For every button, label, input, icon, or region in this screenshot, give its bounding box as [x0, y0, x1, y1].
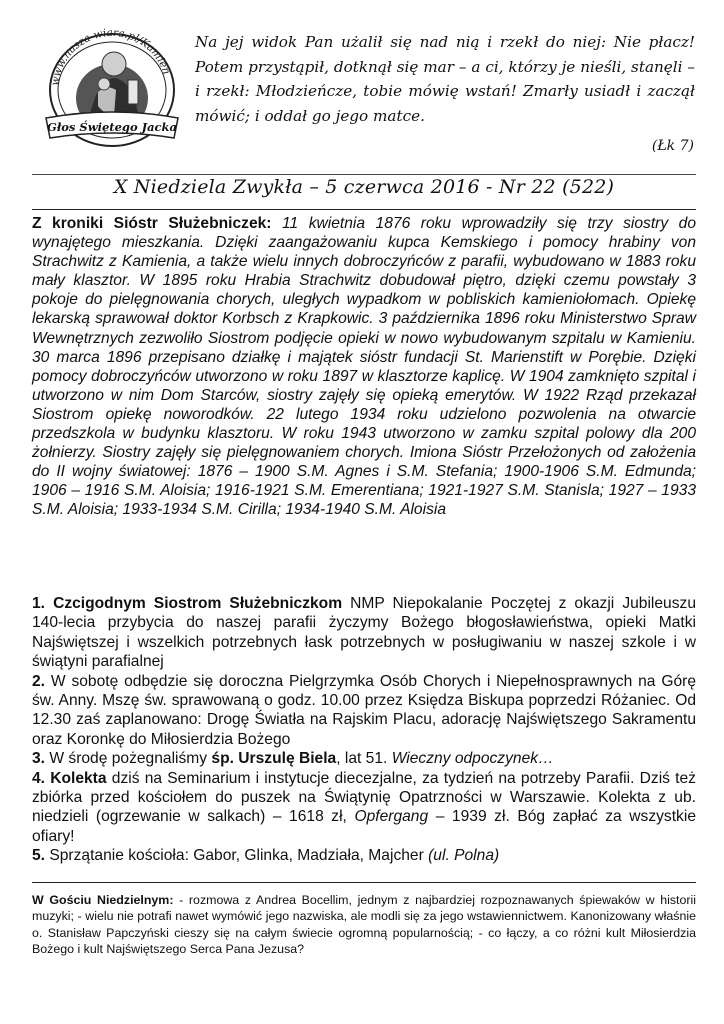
notice-4-bold: Kolekta: [50, 769, 107, 787]
logo-banner-text: Głos Świętego Jacka: [47, 120, 177, 134]
notice-4-italic: Opfergang: [354, 808, 429, 826]
bulletin-page: [32, 14, 696, 957]
notice-number: 5.: [32, 847, 46, 865]
chronicle-section: [32, 214, 696, 520]
notice-number: 1.: [32, 595, 46, 612]
notice-4-text: dziś na Seminarium i instytucje diecezjalne, za tydzień na potrzeby Parafii. Dziś też zbiórka przed kościołem do puszek na Świątynię Opatrzności w Warszawie. Kolekta z ub. niedzieli (ogrzewanie w salkach) – 1618 zł,: [32, 769, 696, 826]
notice-1: [32, 594, 696, 672]
gospel-reference: (Łk 7): [651, 138, 694, 154]
header: [32, 14, 696, 164]
guest-section: [32, 892, 696, 958]
notice-3-italic: Wieczny odpoczynek…: [391, 750, 554, 768]
notice-4: [32, 769, 696, 847]
logo-arc-text: www.nasza-wiara.pl/Kamien: [49, 26, 173, 87]
notice-number: 4.: [32, 769, 46, 787]
parish-logo: [36, 20, 186, 150]
divider: [32, 209, 696, 210]
guest-lead: W Gościu Niedzielnym:: [32, 893, 174, 907]
divider: [32, 882, 696, 883]
notice-2-text: W sobotę odbędzie się doroczna Pielgrzymka Osób Chorych i Niepełnosprawnych na Górę św. Anny. Mszę św. sprawowaną o godz. 10.00 przez Księdza Biskupa poprzedzi Różaniec. Od 12.30 zaś zaplanowano: Drogę Światła na Rajskim Placu, adorację Najświętszego Sakramentu oraz Koronkę do Miłosierdzia Bożego: [32, 672, 696, 748]
notice-3-bold: śp. Urszulę Biela: [211, 750, 337, 768]
notice-number: 2.: [32, 672, 46, 690]
divider: [32, 174, 696, 175]
guest-text: - rozmowa z Andrea Bocellim, jednym z najbardziej rozpoznawanych śpiewaków w historii muzyki; - wielu nie potrafi nawet wymówić jego nazwiska, ale modli się za jego wstawiennictwem. Kanonizowany właśnie o. Stanisław Papczyński cieszy się na całym świecie ogromną popularnością; - co łączy, a co różni kult Miłosierdzia Bożego i kult Najświętszego Serca Pana Jezusa?: [32, 893, 696, 957]
notice-5-italic: (ul. Polna): [428, 847, 500, 865]
chronicle-lead: Z kroniki Sióstr Służebniczek:: [32, 215, 272, 232]
notice-3: [32, 749, 696, 768]
chronicle-body: 11 kwietnia 1876 roku wprowadziły się trzy siostry do wynajętego mieszkania. Dzięki zaangażowaniu kupca Kemskiego i pomocy hrabiny von Strachwitz z Kamienia, a także wielu innych dobroczyńców z parafii, wybudowano w 1883 roku mały klasztor. W 1895 roku Hrabia Strachwitz dobudował piętro, dzięki czemu powstały 3 pokoje do pielęgnowania chorych, uległych wypadkom w pobliskich kamieniołomach. Opiekę lekarską sprawował doktor Korbsch z Krapkowic. 3 października 1896 roku Ministerstwo Spraw Wewnętrznych zezwoliło Siostrom podjęcie opieki w nowo wybudowanym szpitalu w Kamieniu. 30 marca 1896 przepisano działkę i majątek sióstr fundacji St. Marienstift w Porębie. Dzięki pomocy dobroczyńców utworzono w roku 1897 w klasztorze kaplicę. W 1904 zamknięto szpital i utworzono w nim Dom Starców, siostry zajęły się opieką emerytów. W 1922 Rząd przekazał Siostrom opiekę noworodków. 22 lutego 1934 roku udzielono pozwolenia na otwarcie przedszkola w budynku klasztoru. W roku 1943 utworzono w zamku szpital polowy dla 200 żołnierzy. Siostry zajęły się pielęgnowaniem chorych. Imiona Sióstr Przełożonych od założenia do II wojny światowej: 1876 – 1900 S.M. Agnes i S.M. Stefania; 1900-1906 S.M. Edmunda; 1906 – 1916 S.M. Aloisia; 1916-1921 S.M. Emerentiana; 1921-1927 S.M. Stanisla; 1927 – 1933 S.M. Aloisia; 1933-1934 S.M. Cirilla; 1934-1940 S.M. Aloisia: [32, 215, 696, 519]
parish-notices: [32, 594, 696, 866]
notice-5: [32, 846, 696, 865]
notice-2: [32, 672, 696, 750]
notice-3-pre: W środę pożegnaliśmy: [45, 750, 212, 768]
notice-1-bold: Czcigodnym Siostrom Służebniczkom: [53, 595, 343, 612]
notice-4-tail: – 1939 zł. Bóg zapłać za wszystkie ofiary!: [32, 808, 696, 845]
notice-5-text: Sprzątanie kościoła: Gabor, Glinka, Madziała, Majcher: [45, 847, 429, 865]
issue-title: X Niedziela Zwykła – 5 czerwca 2016 - Nr 22 (522): [113, 176, 615, 198]
notice-3-mid: , lat 51.: [336, 750, 392, 768]
gospel-quote: Na jej widok Pan użalił się nad nią i rzekł do niej: Nie płacz! Potem przystąpił, dotknął się mar – a ci, którzy je nieśli, stanęli – i rzekł: Młodzieńcze, tobie mówię wstań! Zmarły usiadł i zaczął mówić; i oddał go jego matce.: [195, 33, 695, 125]
notice-number: 3.: [32, 750, 46, 768]
notice-1-text: NMP Niepokalanie Poczętej z okazji Jubileuszu 140-lecia przybycia do naszej parafii życzymy Bożego błogosławieństwa, opieki Matki Najświętszej i wszelkich potrzebnych łask potrzebnych w posługiwaniu w naszej szkole i w świątyni parafialnej: [32, 595, 696, 671]
